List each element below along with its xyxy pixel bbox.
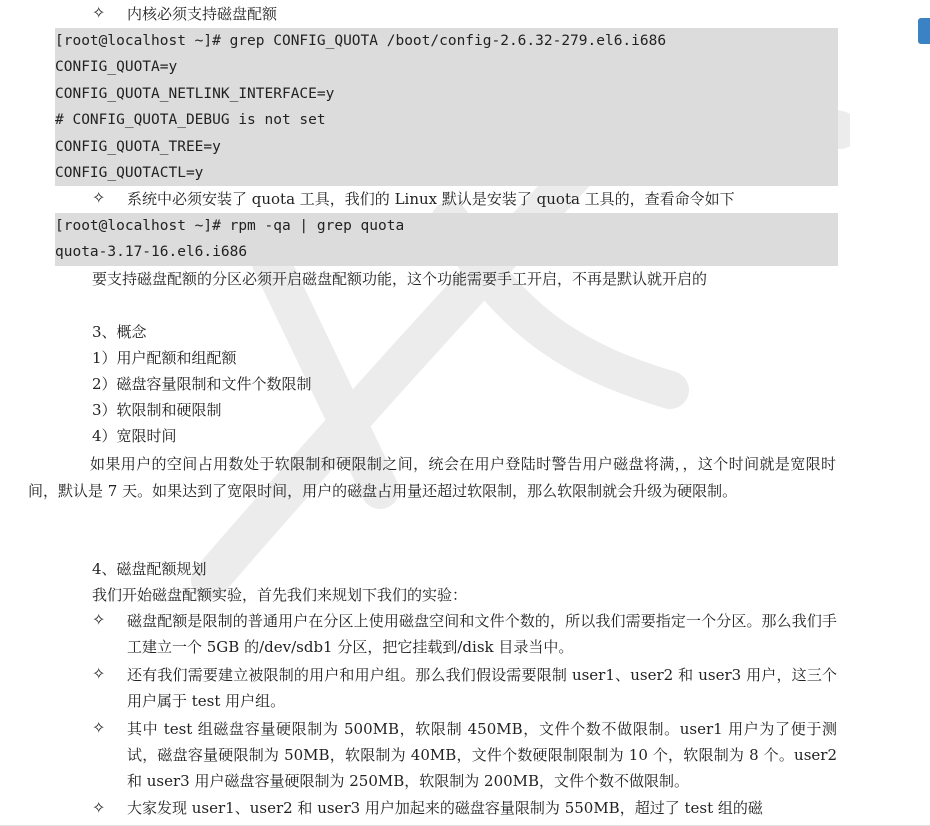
enable-note: 要支持磁盘配额的分区必须开启磁盘配额功能，这个功能需要手工开启，不再是默认就开启的 [92, 270, 708, 288]
section-3-title: 3、概念 [92, 323, 147, 341]
concept-item: 4）宽限时间 [92, 427, 177, 445]
bullet-icon: ✧ [92, 188, 106, 207]
concept-item: 1）用户配额和组配额 [92, 349, 237, 367]
code-line: [root@localhost ~]# rpm -qa | grep quota [55, 218, 405, 234]
bullet-icon: ✧ [92, 718, 106, 737]
concept-item: 3）软限制和硬限制 [92, 401, 222, 419]
section-4-title: 4、磁盘配额规划 [92, 560, 207, 578]
plan-bullet: 磁盘配额是限制的普通用户在分区上使用磁盘空间和文件个数的，所以我们需要指定一个分区。那么我们手工建立一个 5GB 的/dev/sdb1 分区，把它挂载到/disk 目录当中。 [127, 612, 837, 656]
code-line: CONFIG_QUOTA_TREE=y [55, 138, 221, 155]
plan-bullet: 其中 test 组磁盘容量硬限制为 500MB，软限制 450MB，文件个数不做限制。user1 用户为了便于测试，磁盘容量硬限制为 50MB，软限制为 40MB，文件个数硬限制限制为 10 个，软限制为 8 个。user2 和 user3 用户磁盘容量硬限制为 250MB，软限制为 200MB，文件个数不做限制。 [127, 720, 837, 790]
code-line: # CONFIG_QUOTA_DEBUG is not set [55, 112, 326, 129]
concept-item: 2）磁盘容量限制和文件个数限制 [92, 375, 312, 393]
bullet-icon: ✧ [92, 610, 106, 629]
code-block-rpm [55, 213, 838, 266]
code-block-grep [55, 28, 838, 186]
bullet-icon: ✧ [92, 798, 106, 817]
code-line: quota-3.17-16.el6.i686 [55, 244, 248, 261]
bullet-icon: ✧ [92, 664, 106, 683]
code-line: CONFIG_QUOTA_NETLINK_INTERFACE=y [55, 85, 335, 102]
kernel-heading: 内核必须支持磁盘配额 [127, 5, 278, 23]
section-4-intro: 我们开始磁盘配额实验，首先我们来规划下我们的实验： [92, 586, 468, 604]
bullet-icon: ✧ [92, 3, 106, 22]
code-line: CONFIG_QUOTACTL=y [55, 164, 204, 181]
side-panel-icon[interactable] [918, 18, 930, 44]
tool-heading: 系统中必须安装了 quota 工具，我们的 Linux 默认是安装了 quota 工具的，查看命令如下 [127, 190, 735, 208]
code-line: [root@localhost ~]# grep CONFIG_QUOTA /boot/config-2.6.32-279.el6.i686 [55, 33, 667, 49]
code-line: CONFIG_QUOTA=y [55, 59, 178, 76]
plan-bullet: 大家发现 user1、user2 和 user3 用户加起来的磁盘容量限制为 550MB，超过了 test 组的磁 [127, 799, 763, 817]
plan-bullet: 还有我们需要建立被限制的用户和用户组。那么我们假设需要限制 user1、user2 和 user3 用户，这三个用户属于 test 用户组。 [127, 666, 837, 710]
grace-period-paragraph: 如果用户的空间占用数处于软限制和硬限制之间，统会在用户登陆时警告用户磁盘将满，，这个时间就是宽限时间，默认是 7 天。如果达到了宽限时间，用户的磁盘占用量还超过软限制，那么软限制就会升级为硬限制。 [28, 455, 836, 500]
